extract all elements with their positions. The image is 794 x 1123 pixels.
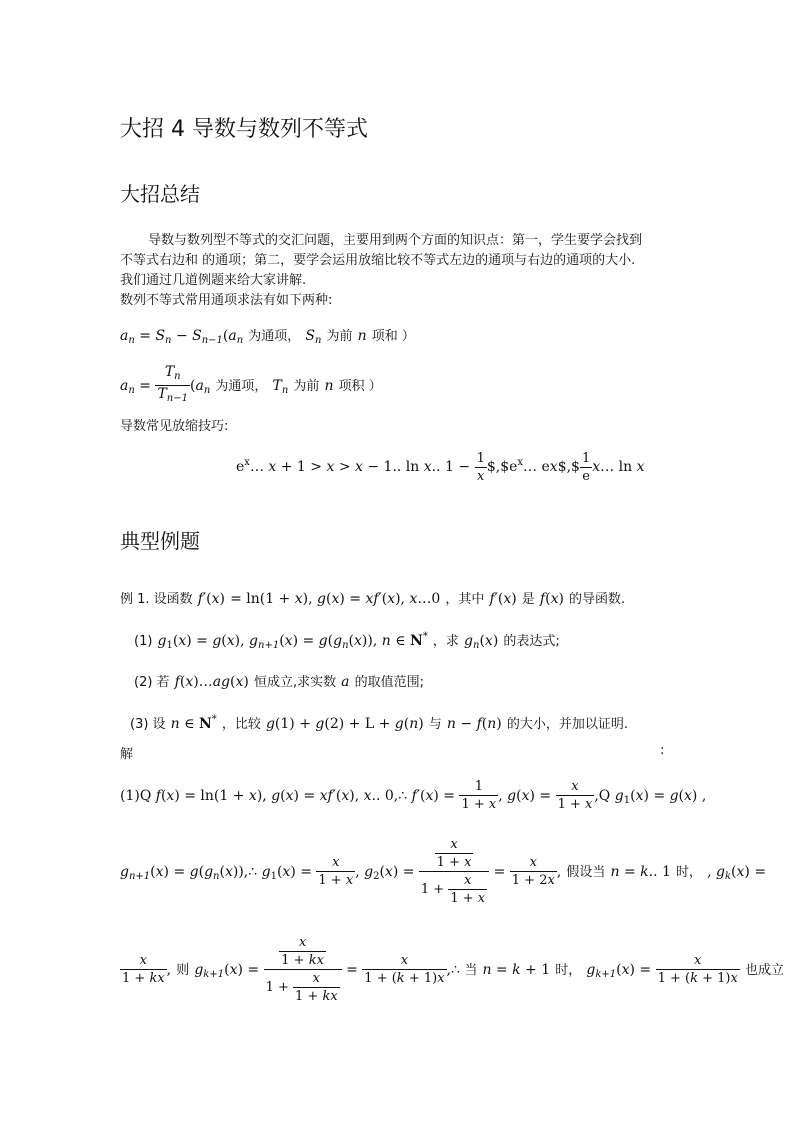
solution-when: 时， <box>675 865 702 880</box>
solution-when-2: 当 <box>464 963 478 978</box>
section-heading-examples: 典型例题 <box>120 529 200 553</box>
example1-stem-is: 是 <box>521 592 535 607</box>
q2-mid: 恒成立,求实数 <box>253 675 337 690</box>
q1-post: ，求 <box>432 634 459 649</box>
solution-assume: 假设当 <box>566 865 606 880</box>
q3-mid: ，比较 <box>221 717 261 732</box>
intro-line-2: 不等式右边和 的通项；第二，要学会运用放缩比较不等式左边的通项与右边的通项的大小. <box>120 253 636 268</box>
formula-sum-term: $a_n = S_n - S_{n-1}(a_n$ 为通项， $S_n$ 为前 n 项和 ） <box>120 328 415 346</box>
solution-line-1: (1)Q f(x) = ln(1 + x), g(x) = xf′(x), x.. 0,∴ f′(x) = $\frac{1}{1 + x}$ , g(x) = $\frac{x}{1 + x}$ ,Q $g_1(x) = g(x)$ , <box>120 779 707 812</box>
formula2-note-mid: 为前 <box>293 379 320 394</box>
q3-label: (3) 设 <box>130 717 166 732</box>
solution-line-3: $\frac{x}{1 + kx}$ , 则 $g_{k+1}(x)$ = $\frac{x}{1 + kx}$ 1 + $\frac{x}{1 + kx}$ = $\frac{x}{1 + (k + 1)x}$ ,∴ 当 n = k + 1 时， $g_{k+1}(x)$ = $\frac{x}{1 + (k + 1)x}$ 也成立 <box>122 935 784 1004</box>
formula1-note-pre: 为通项， <box>248 329 301 344</box>
q2-label: (2) 若 <box>134 675 170 690</box>
formula1-note-mid: 为前 <box>326 329 353 344</box>
q3-end: 的大小，并加以证明. <box>506 717 628 732</box>
solution-label: 解 <box>120 747 134 762</box>
section-heading-summary: 大招总结 <box>120 182 200 206</box>
solution-hold: 时， <box>555 963 582 978</box>
intro-line-4: 数列不等式常用通项求法有如下两种: <box>120 293 333 308</box>
q1-end: 的表达式; <box>503 634 560 649</box>
example1-question-1: (1) $g_1(x) = g(x)$, $g_{n+1}(x) = g(g_n(x))$, n ∈ N* ，求 $g_n(x)$ 的表达式; <box>134 631 560 651</box>
example1-question-2: (2) 若 f(x)…ag(x) 恒成立,求实数 a 的取值范围; <box>134 674 425 690</box>
scaling-inequality: $e^x\dots$ x + 1 > x > x − 1.. ln x.. 1 − $\frac{1}{x}$ $\$,\$e^x\dots$ ex$,$ $\frac{1}{e}$ x… ln x <box>236 451 645 484</box>
example1-label: 例 1. 设函数 <box>120 592 193 607</box>
q2-end: 的取值范围; <box>354 675 425 690</box>
solution-then: 则 <box>176 963 190 978</box>
formula2-note-pre: 为通项， <box>215 379 268 394</box>
formula2-note-post: 项积 ） <box>338 379 382 394</box>
formula1-note-post: 项和 ） <box>371 329 415 344</box>
q3-with: 与 <box>428 717 442 732</box>
example1-question-3: (3) 设 n ∈ N* ，比较 g(1) + g(2) + L + g(n) 与 n − f(n) 的大小，并加以证明. <box>130 714 628 732</box>
intro-line-3: 我们通过几道例题来给大家讲解. <box>120 273 307 288</box>
solution-colon: : <box>660 743 665 758</box>
example1-stem: 例 1. 设函数 f′(x) = ln(1 + x), g(x) = xf′(x), x…0 ，其中 f′(x) 是 f(x) 的导函数. <box>120 591 626 607</box>
solution-line-2: $g_{n+1}(x)$ = $g(g_n(x)),\therefore$ $g_1(x)$ = $\frac{x}{1 + x}$ , $g_2(x)$ = $\frac{x}{1 + x}$ 1 + $\frac{x}{1 + x}$ = $\frac{x}{1 + 2x}$ , 假设当 n = k.. 1 时， , $g_k(x)$ = <box>120 837 767 906</box>
scaling-label: 导数常见放缩技巧: <box>120 419 229 434</box>
document-title: 大招 4 导数与数列不等式 <box>120 117 368 142</box>
intro-line-1: 导数与数列型不等式的交汇问题，主要用到两个方面的知识点：第一，学生要学会找到 <box>148 233 643 248</box>
q1-label: (1) <box>134 634 153 649</box>
example1-stem-post: 的导函数. <box>569 592 626 607</box>
example1-stem-mid: ，其中 <box>445 592 485 607</box>
formula-product-term: $a_n$ = $\frac{T_n}{T_{n-1}}$ ($a_n$ 为通项， $T_n$ 为前 n 项积 ） <box>120 364 382 404</box>
solution-end: 也成立 <box>744 963 784 978</box>
